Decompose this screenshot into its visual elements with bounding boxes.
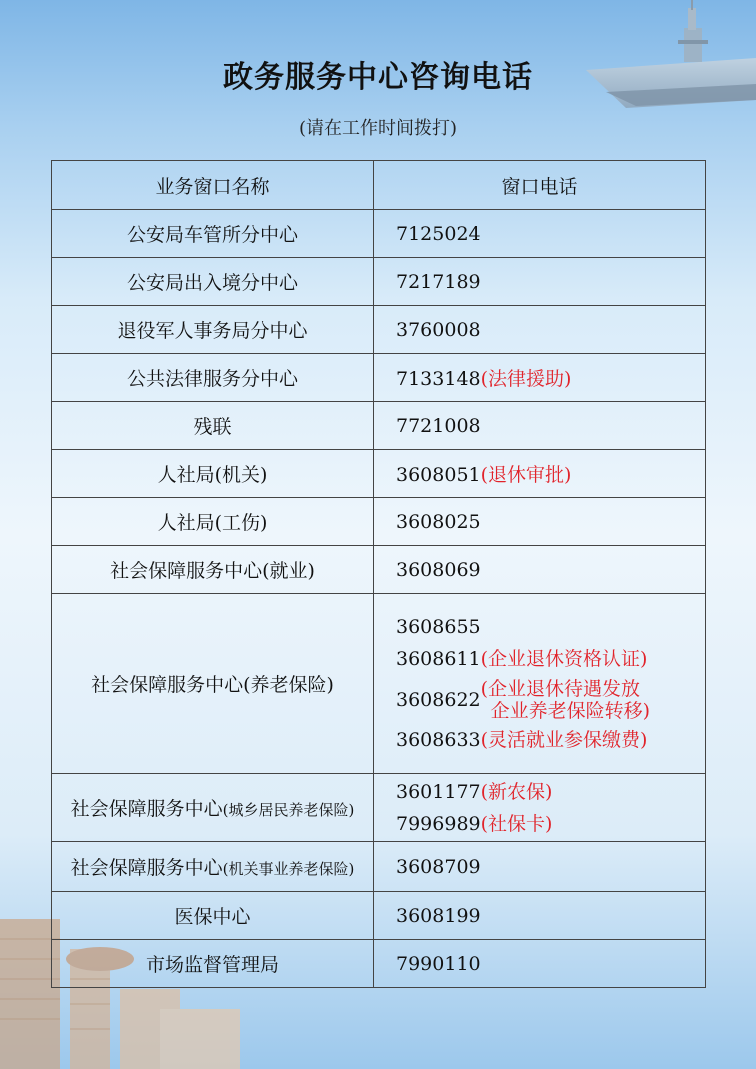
phone-number: 3608633	[396, 729, 481, 751]
phone-note	[481, 678, 650, 722]
phone-line	[396, 724, 705, 756]
table-row	[52, 842, 706, 892]
phone-number: 3608025	[396, 510, 481, 533]
window-phone	[374, 594, 706, 774]
table-row	[52, 450, 706, 498]
phone-number: 3608611	[396, 648, 481, 670]
phone-number: 7721008	[396, 414, 481, 437]
window-phone	[374, 354, 706, 402]
phone-line	[396, 776, 705, 808]
phone-number: 3760008	[396, 318, 481, 341]
phone-line	[396, 611, 705, 643]
header-window-phone: 窗口电话	[374, 161, 706, 210]
phone-number: 7125024	[396, 222, 481, 245]
window-name: 残联	[52, 402, 374, 450]
header-window-name: 业务窗口名称	[52, 161, 374, 210]
window-name: 公安局车管所分中心	[52, 210, 374, 258]
phone-note: (退休审批)	[480, 464, 572, 486]
window-phone	[374, 402, 706, 450]
table-row	[52, 940, 706, 988]
table-row	[52, 892, 706, 940]
window-name: 市场监督管理局	[52, 940, 374, 988]
window-name-main: 社会保障服务中心	[70, 798, 223, 820]
phone-note: (法律援助)	[480, 368, 572, 390]
table-row	[52, 774, 706, 842]
window-phone	[374, 546, 706, 594]
phone-note: (灵活就业参保缴费)	[480, 729, 648, 751]
page-title: 政务服务中心咨询电话	[223, 60, 533, 95]
window-phone	[374, 306, 706, 354]
phone-note: (新农保)	[480, 780, 553, 803]
window-phone	[374, 498, 706, 546]
window-name: 公安局出入境分中心	[52, 258, 374, 306]
phone-number: 7990110	[396, 952, 481, 975]
window-phone	[374, 450, 706, 498]
table-header-row	[52, 161, 706, 210]
phone-number: 7996989	[396, 812, 481, 835]
window-phone	[374, 774, 706, 842]
phone-note: (企业退休资格认证)	[480, 648, 648, 670]
table-row	[52, 210, 706, 258]
phone-number: 7217189	[396, 270, 481, 293]
phone-line	[396, 675, 705, 724]
window-name: 人社局(工伤)	[52, 498, 374, 546]
phone-note: (社保卡)	[480, 812, 553, 835]
window-name-sub: (城乡居民养老保险)	[222, 801, 355, 819]
phone-line	[396, 643, 705, 675]
phone-number: 3608069	[396, 558, 481, 581]
table-row	[52, 594, 706, 774]
window-phone	[374, 258, 706, 306]
table-row	[52, 498, 706, 546]
window-name-main: 社会保障服务中心	[70, 857, 223, 879]
phone-note-line: (企业退休待遇发放	[480, 678, 641, 700]
window-name: 退役军人事务局分中心	[52, 306, 374, 354]
table-row	[52, 354, 706, 402]
table-row	[52, 402, 706, 450]
table-row	[52, 546, 706, 594]
table-row	[52, 306, 706, 354]
phone-number: 3608655	[396, 616, 481, 638]
phone-number: 7133148	[396, 368, 481, 390]
window-name: 人社局(机关)	[52, 450, 374, 498]
window-name: 社会保障服务中心(就业)	[52, 546, 374, 594]
window-name: 社会保障服务中心(养老保险)	[52, 594, 374, 774]
window-name: 公共法律服务分中心	[52, 354, 374, 402]
window-name	[52, 774, 374, 842]
phone-number: 3608199	[396, 904, 481, 927]
phone-number: 3608709	[396, 855, 481, 878]
phone-note-line: 企业养老保险转移)	[490, 700, 651, 722]
window-phone	[374, 210, 706, 258]
window-name-sub: (机关事业养老保险)	[222, 860, 355, 878]
phone-number: 3608051	[396, 464, 481, 486]
table-row	[52, 258, 706, 306]
phone-number: 3608622	[396, 689, 481, 711]
phone-table	[51, 160, 706, 988]
window-name: 医保中心	[52, 892, 374, 940]
page-subtitle: (请在工作时间拨打)	[298, 118, 458, 139]
window-name	[52, 842, 374, 892]
window-phone	[374, 892, 706, 940]
phone-line	[396, 808, 705, 840]
phone-number: 3601177	[396, 780, 481, 803]
window-phone	[374, 842, 706, 892]
window-phone	[374, 940, 706, 988]
